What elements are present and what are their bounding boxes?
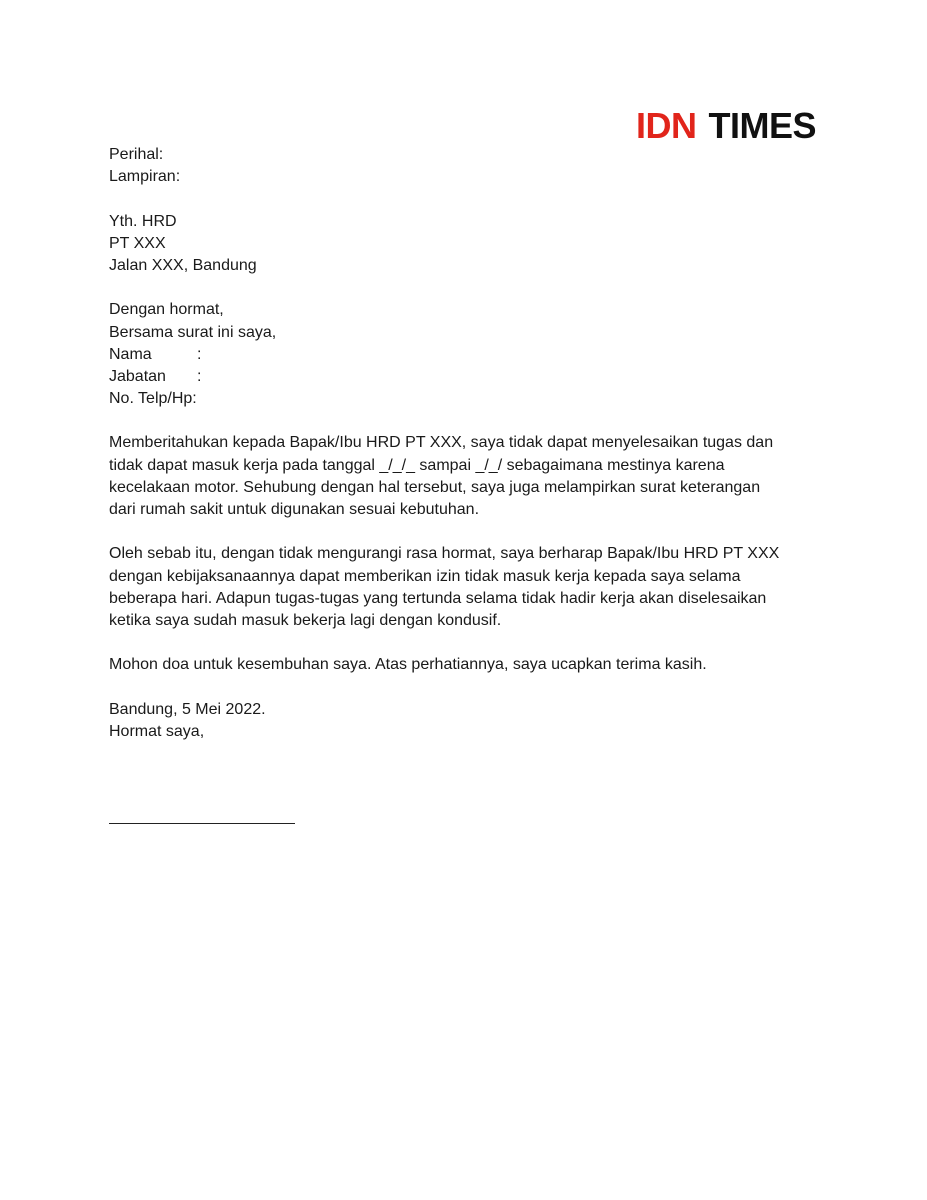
- paragraph-2-line: beberapa hari. Adapun tugas-tugas yang tertunda selama tidak hadir kerja akan diselesaikan: [109, 589, 767, 607]
- paragraph-2-line: Oleh sebab itu, dengan tidak mengurangi rasa hormat, saya berharap Bapak/Ibu HRD PT XXX: [109, 545, 780, 563]
- logo-times: TIMES: [708, 105, 817, 146]
- field-label: No. Telp/Hp:: [109, 390, 197, 408]
- spacer: [109, 632, 829, 654]
- recipient-address: Jalan XXX, Bandung: [109, 256, 257, 274]
- spacer: [109, 277, 829, 299]
- paragraph-1-line: tidak dapat masuk kerja pada tanggal _/_/_ sampai _/_/ sebagaimana mestinya karena: [109, 456, 725, 474]
- paragraph-1-line: kecelakaan motor. Sehubung dengan hal tersebut, saya juga melampirkan surat keterangan: [109, 478, 761, 496]
- intro-line: Bersama surat ini saya,: [109, 323, 277, 341]
- spacer: [109, 188, 829, 210]
- logo-idn: IDN: [636, 105, 697, 146]
- regards: Hormat saya,: [109, 722, 205, 740]
- field-jabatan: [109, 366, 829, 388]
- letter-body: [109, 144, 829, 743]
- field-separator: :: [197, 367, 202, 385]
- paragraph-2-line: ketika saya sudah masuk bekerja lagi dengan kondusif.: [109, 611, 502, 629]
- signature-line: [109, 823, 295, 824]
- recipient-company: PT XXX: [109, 234, 166, 252]
- recipient-title: Yth. HRD: [109, 212, 177, 230]
- field-nama: [109, 344, 829, 366]
- field-telp: [109, 388, 829, 410]
- field-label: Nama: [109, 345, 152, 363]
- paragraph-2-line: dengan kebijaksanaannya dapat memberikan izin tidak masuk kerja kepada saya selama: [109, 567, 741, 585]
- lampiran-label: Lampiran:: [109, 168, 181, 186]
- paragraph-1-line: Memberitahukan kepada Bapak/Ibu HRD PT XXX, saya tidak dapat menyelesaikan tugas dan: [109, 434, 774, 452]
- spacer: [109, 521, 829, 543]
- spacer: [109, 677, 829, 699]
- spacer: [109, 410, 829, 432]
- idn-times-logo: [636, 106, 816, 146]
- greeting: Dengan hormat,: [109, 301, 224, 319]
- perihal-label: Perihal:: [109, 146, 164, 163]
- paragraph-3: Mohon doa untuk kesembuhan saya. Atas perhatiannya, saya ucapkan terima kasih.: [109, 656, 707, 674]
- paragraph-1-line: dari rumah sakit untuk digunakan sesuai kebutuhan.: [109, 501, 480, 518]
- place-date: Bandung, 5 Mei 2022.: [109, 700, 266, 718]
- field-separator: :: [197, 345, 202, 363]
- field-label: Jabatan: [109, 367, 166, 385]
